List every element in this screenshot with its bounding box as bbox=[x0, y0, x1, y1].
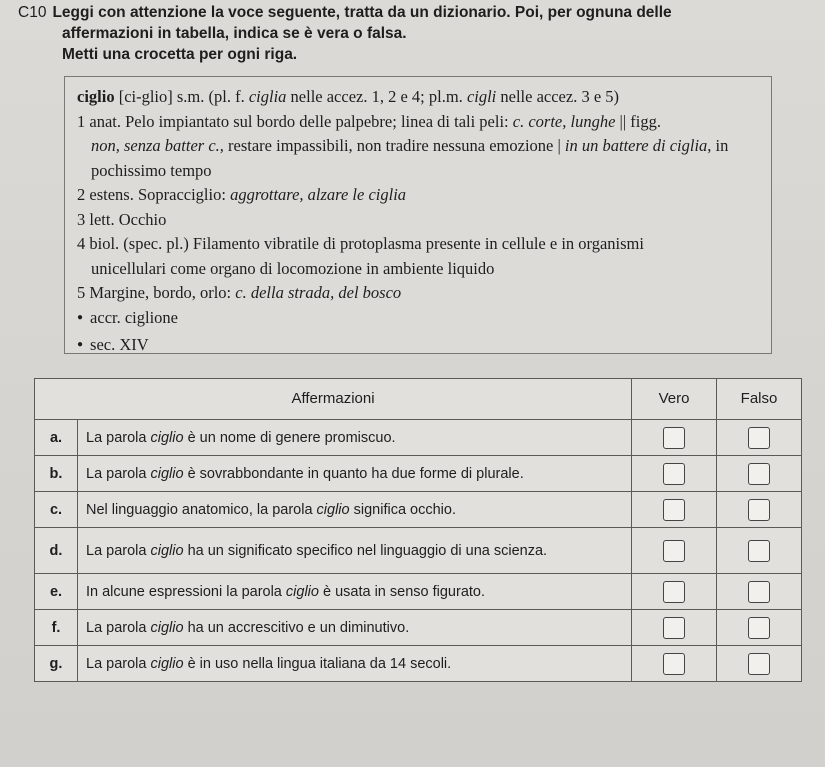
row-statement bbox=[78, 456, 632, 492]
entry-headword: ciglio bbox=[77, 87, 115, 106]
vero-cell bbox=[632, 420, 717, 456]
sense-4-cont: unicellulari come organo di locomozione in ambiente liquido bbox=[91, 258, 495, 278]
entry-headline bbox=[77, 85, 761, 110]
entry-text: nelle accez. 1, 2 e 4; pl.m. bbox=[286, 87, 467, 106]
statement-italic: ciglio bbox=[150, 542, 184, 559]
statement-italic: ciglio bbox=[150, 655, 184, 672]
statement-italic: ciglio bbox=[150, 429, 184, 446]
statement-text: La parola bbox=[86, 542, 151, 559]
sense-1-cont bbox=[77, 134, 761, 183]
instruction-line-3: Metti una crocetta per ogni riga. bbox=[62, 46, 298, 63]
entry-italic: ciglia bbox=[248, 87, 287, 106]
statement-italic: ciglio bbox=[316, 501, 350, 518]
falso-cell bbox=[717, 456, 802, 492]
vero-checkbox[interactable] bbox=[663, 581, 685, 603]
falso-checkbox[interactable] bbox=[748, 463, 770, 485]
entry-italic: c. corte, lunghe bbox=[512, 111, 616, 131]
entry-italic: aggrottare, alzare le ciglia bbox=[230, 185, 407, 204]
falso-checkbox[interactable] bbox=[748, 427, 770, 449]
vero-checkbox[interactable] bbox=[663, 463, 685, 485]
table-row bbox=[35, 574, 802, 610]
entry-century: ● sec. XIV bbox=[77, 333, 761, 361]
vero-checkbox[interactable] bbox=[663, 653, 685, 675]
falso-checkbox[interactable] bbox=[748, 499, 770, 521]
table-row bbox=[35, 420, 802, 456]
instruction-line-1: Leggi con attenzione la voce seguente, tratta da un dizionario. Poi, per ognuna delle bbox=[52, 4, 672, 21]
entry-accrescitivo: ● accr. ciglione bbox=[77, 306, 761, 334]
sense-5 bbox=[77, 281, 761, 306]
vero-cell bbox=[632, 574, 717, 610]
entry-text: [ci-glio] s.m. (pl. f. bbox=[114, 87, 249, 106]
true-false-table bbox=[34, 378, 802, 682]
row-statement bbox=[78, 528, 632, 574]
entry-text: 1 anat. Pelo impiantato sul bordo delle palpebre; linea di tali peli: bbox=[77, 111, 513, 131]
vero-cell bbox=[632, 528, 717, 574]
table-row bbox=[35, 610, 802, 646]
statement-text: Nel linguaggio anatomico, la parola bbox=[86, 501, 317, 518]
table-row bbox=[35, 646, 802, 682]
vero-cell bbox=[632, 456, 717, 492]
statement-italic: ciglio bbox=[150, 465, 184, 482]
statement-text: La parola bbox=[86, 465, 151, 482]
statement-text: è in uso nella lingua italiana da 14 secoli. bbox=[183, 655, 452, 672]
statement-text: La parola bbox=[86, 655, 151, 672]
table-row bbox=[35, 456, 802, 492]
entry-italic: c. della strada, del bosco bbox=[235, 283, 402, 302]
row-statement bbox=[78, 610, 632, 646]
col-header-vero: Vero bbox=[632, 379, 717, 420]
statement-text: significa occhio. bbox=[349, 501, 456, 518]
row-letter: g. bbox=[35, 646, 78, 682]
statement-italic: ciglio bbox=[150, 619, 184, 636]
statement-text: La parola bbox=[86, 619, 151, 636]
vero-cell bbox=[632, 492, 717, 528]
falso-cell bbox=[717, 492, 802, 528]
falso-checkbox[interactable] bbox=[748, 653, 770, 675]
sense-1 bbox=[77, 110, 761, 135]
statement-text: ha un accrescitivo e un diminutivo. bbox=[183, 619, 410, 636]
falso-cell bbox=[717, 610, 802, 646]
falso-cell bbox=[717, 420, 802, 456]
falso-cell bbox=[717, 574, 802, 610]
sense-3: 3 lett. Occhio bbox=[77, 209, 167, 229]
row-statement bbox=[78, 646, 632, 682]
row-statement bbox=[78, 420, 632, 456]
vero-checkbox[interactable] bbox=[663, 427, 685, 449]
entry-italic: cigli bbox=[466, 87, 497, 106]
row-letter: a. bbox=[35, 420, 78, 456]
dictionary-entry-box bbox=[64, 76, 772, 354]
entry-text: 2 estens. Sopracciglio: bbox=[77, 185, 231, 204]
statement-text: La parola bbox=[86, 429, 151, 446]
table-row bbox=[35, 528, 802, 574]
vero-checkbox[interactable] bbox=[663, 540, 685, 562]
entry-text: , in pochissimo tempo bbox=[91, 136, 729, 180]
entry-text: , restare impassibili, non tradire nessuna emozione | bbox=[219, 136, 565, 155]
table-row bbox=[35, 492, 802, 528]
row-letter: d. bbox=[35, 528, 78, 574]
col-header-affermazioni: Affermazioni bbox=[35, 379, 632, 420]
statement-italic: ciglio bbox=[285, 583, 319, 600]
falso-checkbox[interactable] bbox=[748, 617, 770, 639]
entry-text: nelle accez. 3 e 5) bbox=[496, 87, 620, 106]
falso-checkbox[interactable] bbox=[748, 540, 770, 562]
statement-text: In alcune espressioni la parola bbox=[86, 583, 286, 600]
row-letter: b. bbox=[35, 456, 78, 492]
sense-4: 4 biol. (spec. pl.) Filamento vibratile di protoplasma presente in cellule e in organismi bbox=[77, 234, 644, 253]
statement-text: è sovrabbondante in quanto ha due forme di plurale. bbox=[183, 465, 524, 482]
row-letter: c. bbox=[35, 492, 78, 528]
vero-cell bbox=[632, 646, 717, 682]
exercise-number: C10 bbox=[18, 4, 47, 21]
statement-text: è un nome di genere promiscuo. bbox=[183, 429, 396, 446]
row-statement bbox=[78, 574, 632, 610]
row-letter: e. bbox=[35, 574, 78, 610]
instruction-line-2: affermazioni in tabella, indica se è vera o falsa. bbox=[62, 25, 407, 42]
exercise-instructions bbox=[18, 2, 818, 65]
vero-cell bbox=[632, 610, 717, 646]
statement-text: è usata in senso figurato. bbox=[318, 583, 486, 600]
vero-checkbox[interactable] bbox=[663, 499, 685, 521]
entry-text: 5 Margine, bordo, orlo: bbox=[77, 283, 236, 302]
entry-italic: in un battere di ciglia bbox=[564, 136, 708, 155]
vero-checkbox[interactable] bbox=[663, 617, 685, 639]
row-statement bbox=[78, 492, 632, 528]
entry-italic: non, senza batter c. bbox=[91, 136, 220, 155]
row-letter: f. bbox=[35, 610, 78, 646]
falso-cell bbox=[717, 528, 802, 574]
falso-checkbox[interactable] bbox=[748, 581, 770, 603]
col-header-falso: Falso bbox=[717, 379, 802, 420]
falso-cell bbox=[717, 646, 802, 682]
entry-text: || figg. bbox=[615, 111, 661, 131]
statement-text: ha un significato specifico nel linguaggio di una scienza. bbox=[183, 542, 548, 559]
sense-2 bbox=[77, 183, 761, 208]
